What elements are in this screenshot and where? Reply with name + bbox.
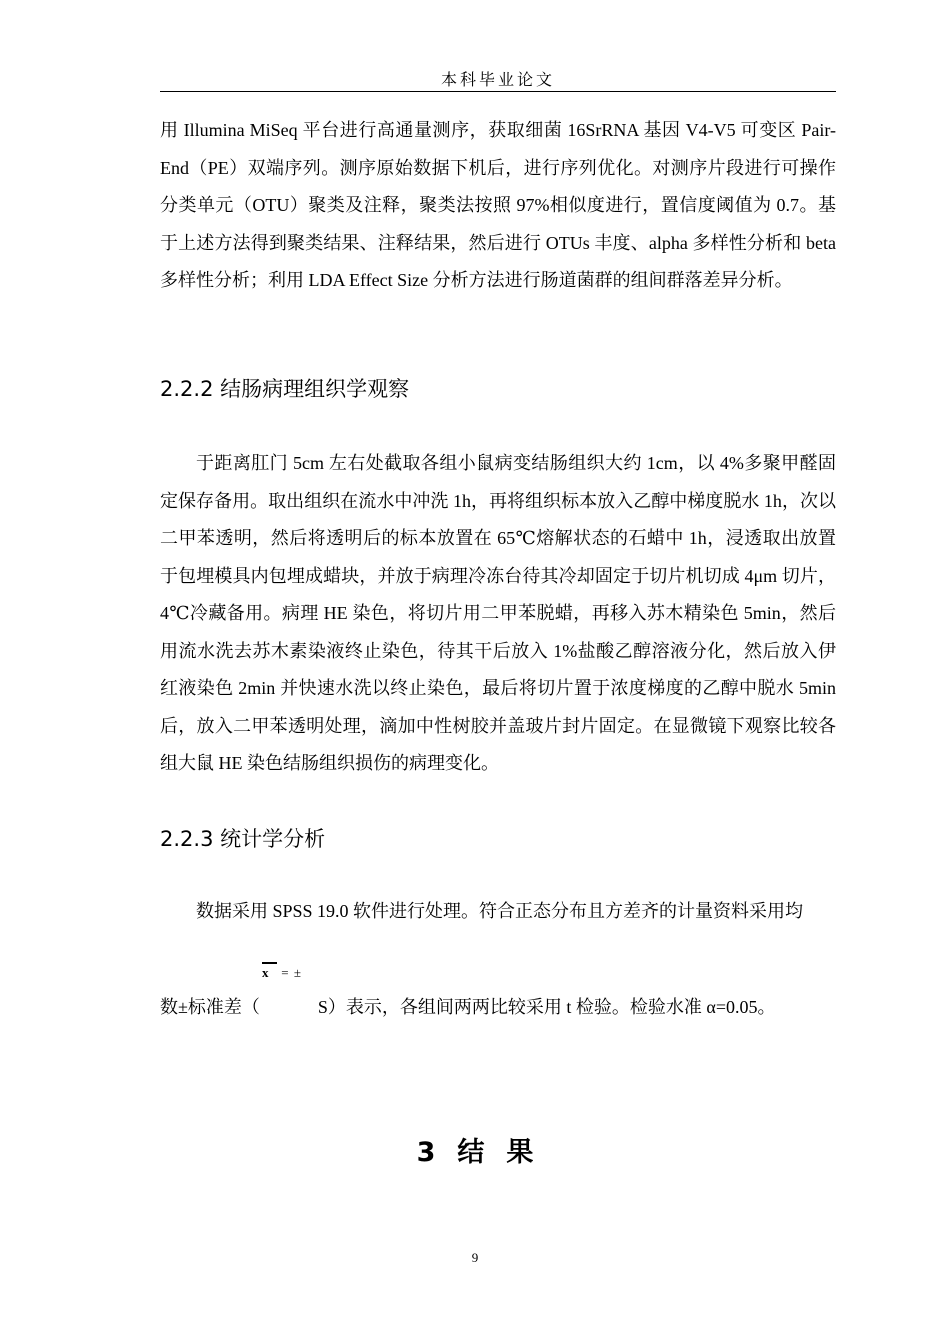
section-heading-2-2-2: 2.2.2 结肠病理组织学观察 [160,377,410,401]
chapter-title-char-1: 结 [457,1137,485,1168]
header-rule [160,91,836,92]
running-header: 本科毕业论文 [440,72,555,89]
stats-paragraph-line2 [160,989,836,1027]
stats-paragraph-line1: 数据采用 SPSS 19.0 软件进行处理。符合正态分布且方差齐的计量资料采用均 [196,901,804,921]
section-heading-2-2-3: 2.2.3 统计学分析 [160,827,326,851]
methods-paragraph-sequencing: 用 Illumina MiSeq 平台进行高通量测序，获取细菌 16SrRNA 基因 V4-V5 可变区 Pair-End（PE）双端序列。测序原始数据下机后，进行序列优化。对测序片段进行可操作分类单元（OTU）聚类及注释，聚类法按照 97%相似度进行，置信度阈值为 0.7。基于上述方法得到聚类结果、注释结果，然后进行 OTUs 丰度、alpha 多样性分析和 beta 多样性分析；利用 LDA Effect Size 分析方法进行肠道菌群的组间群落差异分析。 [160,120,836,290]
stats-line2-suffix: S）表示，各组间两两比较采用 t 检验。检验水准 α=0.05。 [317,997,776,1017]
mean-formula [262,962,302,981]
formula-operators: = ± [277,965,302,980]
x-bar-symbol: x [262,962,277,981]
chapter-heading-results [0,1130,950,1169]
page-number: 9 [471,1250,479,1265]
stats-line2-prefix: 数±标准差（ [160,997,260,1017]
chapter-title-char-2: 果 [506,1137,534,1168]
methods-paragraph-histology: 于距离肛门 5cm 左右处截取各组小鼠病变结肠组织大约 1cm，以 4%多聚甲醛固定保存备用。取出组织在流水中冲洗 1h，再将组织标本放入乙醇中梯度脱水 1h，次以二甲苯透明，然后将透明后的标本放置在 65℃熔解状态的石蜡中 1h，浸透取出放置于包埋模具内包埋成蜡块，并放于病理冷冻台待其冷却固定于切片机切成 4μm 切片，4℃冷藏备用。病理 HE 染色，将切片用二甲苯脱蜡，再移入苏木精染色 5min，然后用流水洗去苏木素染液终止染色，待其干后放入 1%盐酸乙醇溶液分化，然后放入伊红液染色 2min 并快速水洗以终止染色，最后将切片置于浓度梯度的乙醇中脱水 5min 后，放入二甲苯透明处理，滴加中性树胶并盖玻片封片固定。在显微镜下观察比较各组大鼠 HE 染色结肠组织损伤的病理变化。 [160,453,836,773]
chapter-number: 3 [416,1137,436,1168]
